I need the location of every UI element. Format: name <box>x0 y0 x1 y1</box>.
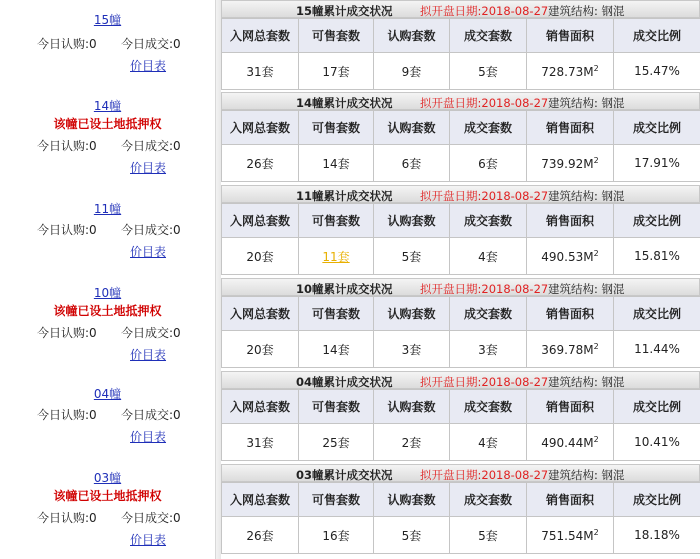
value-available-text: 25套 <box>322 435 350 450</box>
sales-status-panel <box>221 0 700 559</box>
header-ratio: 成交比例 <box>614 204 700 238</box>
value-total: 20套 <box>222 331 299 368</box>
header-area: 销售面积 <box>527 19 614 53</box>
header-area: 销售面积 <box>527 483 614 517</box>
building-link[interactable]: 11幢 <box>93 202 122 216</box>
today-subscription: 今日认购:0 <box>37 408 97 422</box>
value-sold: 5套 <box>450 53 527 90</box>
status-table <box>221 482 700 554</box>
header-available: 可售套数 <box>299 204 374 238</box>
header-sold: 成交套数 <box>450 19 527 53</box>
value-available-text: 14套 <box>322 342 350 357</box>
status-table <box>221 389 700 461</box>
header-area: 销售面积 <box>527 204 614 238</box>
value-subscribed: 2套 <box>374 424 450 461</box>
header-area: 销售面积 <box>527 111 614 145</box>
header-available: 可售套数 <box>299 483 374 517</box>
header-total: 入网总套数 <box>222 111 299 145</box>
header-total: 入网总套数 <box>222 390 299 424</box>
price-list-link[interactable]: 价目表 <box>130 245 167 259</box>
header-sold: 成交套数 <box>450 297 527 331</box>
header-total: 入网总套数 <box>222 19 299 53</box>
today-deal: 今日成交:0 <box>121 408 181 422</box>
today-subscription: 今日认购:0 <box>37 326 97 340</box>
status-table <box>221 203 700 275</box>
header-available: 可售套数 <box>299 19 374 53</box>
today-subscription: 今日认购:0 <box>37 139 97 153</box>
value-available <box>299 145 374 182</box>
value-ratio: 18.18% <box>614 517 700 554</box>
price-list-link[interactable]: 价目表 <box>130 348 167 362</box>
mortgage-warning: 该幢已设土地抵押权 <box>53 117 162 131</box>
value-available <box>299 331 374 368</box>
value-area: $751.54M^2$ <box>527 517 614 554</box>
value-ratio: 15.47% <box>614 53 700 90</box>
value-subscribed: 5套 <box>374 517 450 554</box>
building-link[interactable]: 03幢 <box>93 471 122 485</box>
header-available: 可售套数 <box>299 297 374 331</box>
header-total: 入网总套数 <box>222 483 299 517</box>
value-ratio: 11.44% <box>614 331 700 368</box>
header-sold: 成交套数 <box>450 111 527 145</box>
building-link[interactable]: 10幢 <box>93 286 122 300</box>
header-total: 入网总套数 <box>222 204 299 238</box>
price-list-link[interactable]: 价目表 <box>130 161 167 175</box>
header-subscribed: 认购套数 <box>374 390 450 424</box>
header-sold: 成交套数 <box>450 390 527 424</box>
open-date: 拟开盘日期:2018-08-27 <box>420 4 549 18</box>
today-deal: 今日成交:0 <box>121 139 181 153</box>
value-available-text: 17套 <box>322 64 350 79</box>
value-subscribed: 3套 <box>374 331 450 368</box>
available-units-link[interactable]: 11套 <box>322 249 350 264</box>
open-date: 拟开盘日期:2018-08-27 <box>420 189 549 203</box>
status-header <box>221 371 700 389</box>
value-total: 20套 <box>222 238 299 275</box>
status-header <box>221 278 700 296</box>
status-title: 03幢累计成交状况 <box>296 468 393 482</box>
open-date: 拟开盘日期:2018-08-27 <box>420 282 549 296</box>
value-subscribed: 9套 <box>374 53 450 90</box>
open-date: 拟开盘日期:2018-08-27 <box>420 468 549 482</box>
today-subscription: 今日认购:0 <box>37 37 97 51</box>
status-title: 04幢累计成交状况 <box>296 375 393 389</box>
value-total: 31套 <box>222 424 299 461</box>
mortgage-warning: 该幢已设土地抵押权 <box>53 304 162 318</box>
building-link[interactable]: 15幢 <box>93 13 122 27</box>
price-list-link[interactable]: 价目表 <box>130 430 167 444</box>
status-header <box>221 92 700 110</box>
today-deal: 今日成交:0 <box>121 511 181 525</box>
value-total: 31套 <box>222 53 299 90</box>
header-sold: 成交套数 <box>450 483 527 517</box>
building-link[interactable]: 14幢 <box>93 99 122 113</box>
header-ratio: 成交比例 <box>614 483 700 517</box>
status-table <box>221 18 700 90</box>
status-title: 10幢累计成交状况 <box>296 282 393 296</box>
header-available: 可售套数 <box>299 390 374 424</box>
header-available: 可售套数 <box>299 111 374 145</box>
header-ratio: 成交比例 <box>614 390 700 424</box>
status-table <box>221 110 700 182</box>
status-title: 14幢累计成交状况 <box>296 96 393 110</box>
value-ratio: 10.41% <box>614 424 700 461</box>
value-sold: 5套 <box>450 517 527 554</box>
open-date: 拟开盘日期:2018-08-27 <box>420 96 549 110</box>
value-ratio: 15.81% <box>614 238 700 275</box>
value-subscribed: 6套 <box>374 145 450 182</box>
today-deal: 今日成交:0 <box>121 223 181 237</box>
value-subscribed: 5套 <box>374 238 450 275</box>
header-subscribed: 认购套数 <box>374 297 450 331</box>
value-sold: 4套 <box>450 424 527 461</box>
price-list-link[interactable]: 价目表 <box>130 533 167 547</box>
value-sold: 6套 <box>450 145 527 182</box>
open-date: 拟开盘日期:2018-08-27 <box>420 375 549 389</box>
today-subscription: 今日认购:0 <box>37 223 97 237</box>
structure: 建筑结构: 钢混 <box>548 189 625 203</box>
header-area: 销售面积 <box>527 390 614 424</box>
value-area: $739.92M^2$ <box>527 145 614 182</box>
header-subscribed: 认购套数 <box>374 111 450 145</box>
today-deal: 今日成交:0 <box>121 37 181 51</box>
structure: 建筑结构: 钢混 <box>548 4 625 18</box>
value-area: $490.44M^2$ <box>527 424 614 461</box>
structure: 建筑结构: 钢混 <box>548 468 625 482</box>
header-subscribed: 认购套数 <box>374 204 450 238</box>
value-available-text: 14套 <box>322 156 350 171</box>
value-available <box>299 238 374 275</box>
value-sold: 3套 <box>450 331 527 368</box>
value-area: $490.53M^2$ <box>527 238 614 275</box>
header-subscribed: 认购套数 <box>374 19 450 53</box>
price-list-link[interactable]: 价目表 <box>130 59 167 73</box>
structure: 建筑结构: 钢混 <box>548 375 625 389</box>
value-total: 26套 <box>222 145 299 182</box>
value-available <box>299 424 374 461</box>
value-ratio: 17.91% <box>614 145 700 182</box>
value-area: $728.73M^2$ <box>527 53 614 90</box>
mortgage-warning: 该幢已设土地抵押权 <box>53 489 162 503</box>
value-area: $369.78M^2$ <box>527 331 614 368</box>
building-link[interactable]: 04幢 <box>93 387 122 401</box>
status-title: 11幢累计成交状况 <box>296 189 393 203</box>
header-ratio: 成交比例 <box>614 111 700 145</box>
value-available <box>299 53 374 90</box>
value-available <box>299 517 374 554</box>
structure: 建筑结构: 钢混 <box>548 282 625 296</box>
header-sold: 成交套数 <box>450 204 527 238</box>
status-header <box>221 185 700 203</box>
value-sold: 4套 <box>450 238 527 275</box>
status-table <box>221 296 700 368</box>
header-ratio: 成交比例 <box>614 19 700 53</box>
header-ratio: 成交比例 <box>614 297 700 331</box>
today-subscription: 今日认购:0 <box>37 511 97 525</box>
structure: 建筑结构: 钢混 <box>548 96 625 110</box>
value-total: 26套 <box>222 517 299 554</box>
header-total: 入网总套数 <box>222 297 299 331</box>
status-header <box>221 0 700 18</box>
today-deal: 今日成交:0 <box>121 326 181 340</box>
header-area: 销售面积 <box>527 297 614 331</box>
building-list-panel <box>0 0 215 559</box>
status-title: 15幢累计成交状况 <box>296 4 393 18</box>
value-available-text: 16套 <box>322 528 350 543</box>
header-subscribed: 认购套数 <box>374 483 450 517</box>
status-header <box>221 464 700 482</box>
